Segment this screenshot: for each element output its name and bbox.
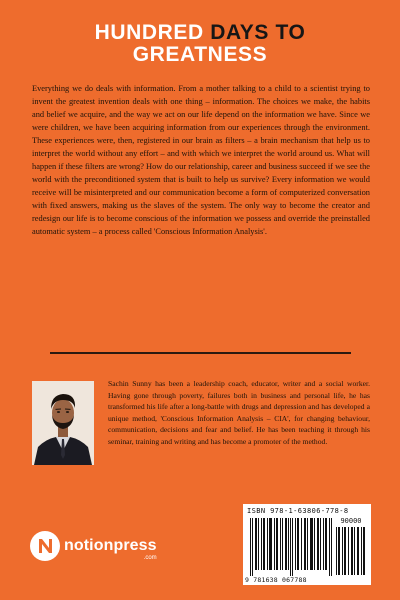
ean-digits: 9 781638 067788 (245, 576, 307, 584)
ean-barcode-bars (249, 518, 333, 576)
author-bio: Sachin Sunny has been a leadership coach, educator, writer and a social worker. Having gone through poverty, failures both in business and personal life, he has transformed his life after a long-battle with drugs and depression and has developed a unique method, 'Conscious Information Analysis – CIA', for changing behaviour, communication, decisions and fear and belief. He has been teaching it through his seminar, training and writing and has become a promoter of the method. (108, 379, 370, 446)
title-word-greatness: GREATNESS (132, 43, 268, 66)
isbn-barcode (243, 504, 371, 585)
author-photo (32, 381, 94, 465)
publisher-suffix: .com (143, 555, 157, 561)
barcode-addon-digits: 90000 (340, 517, 362, 525)
notionpress-n-icon (30, 531, 60, 561)
publisher-name: notionpress (64, 537, 157, 554)
isbn-label: ISBN 978-1-63806-778-8 (247, 507, 349, 515)
title-word-hundred: HUNDRED (94, 21, 211, 44)
section-divider (50, 352, 351, 354)
back-cover-blurb: Everything we do deals with information. From a mother talking to a child to a scientist trying to invent the greatest invention deals with one thing – information. The choices we make, the habits and belief we acquire, and the way we act on our life depend on the information we have. Since we were children, we have been acquiring information from our experiences through the environment. These experiences were, then, registered in our brain as filters – a brain mechanism that help us to interpret the world without any effort – and with which we interpret the world around us. What will happen if these filters are wrong? How do our relationship, career and business succeed if we see the world with the preconditioned system that is built to help us survive? Every information we would receive will be misinterpreted and our communication become a form of computerized conversation with fixed answers, making us the slaves of the system. The only way to become the creator and redesign our life is to become conscious of the information we possess and override the preinstalled automatic system – a process called 'Conscious Information Analysis'. (32, 84, 370, 236)
addon-barcode-bars (335, 527, 367, 575)
author-portrait-illustration (32, 381, 94, 465)
book-title (0, 22, 400, 66)
title-words-days-to: DAYS TO (210, 21, 306, 44)
publisher-logo (30, 521, 157, 571)
